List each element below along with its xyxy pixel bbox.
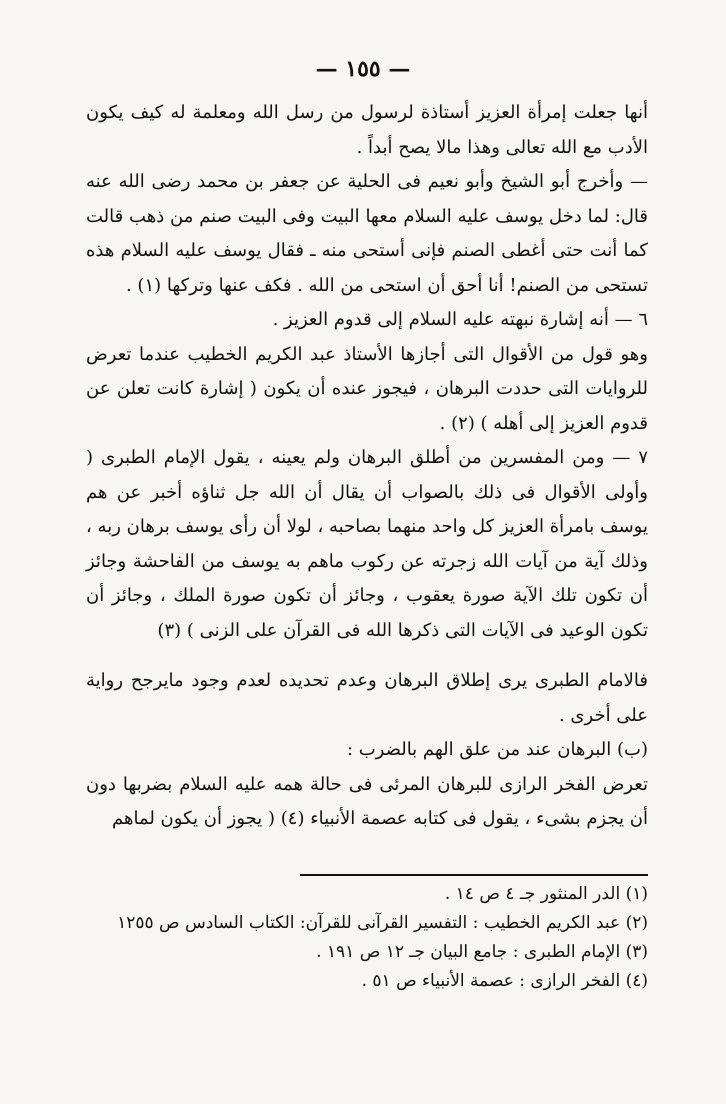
footnote: (٣) الإمام الطبرى : جامع البيان جـ ١٢ ص ١٩١ .: [316, 942, 648, 962]
section-heading: (ب) البرهان عند من علق الهم بالضرب :: [346, 739, 648, 760]
footnote: (١) الدر المنثور جـ ٤ ص ١٤ .: [444, 884, 648, 904]
paragraph: فالامام الطبرى يرى إطلاق البرهان وعدم تحديده لعدم وجود مايرجح رواية على أخرى .: [86, 670, 648, 726]
paragraph: تعرض الفخر الرازى للبرهان المرئى فى حالة همه عليه السلام بضربها دون أن يجزم بشىء ، يقول فى كتابه عصمة الأنبياء (٤) ( يجوز أن يكون لماهم: [86, 773, 648, 829]
footnote-divider: [300, 874, 648, 876]
paragraph: وهو قول من الأقوال التى أجازها الأستاذ عبد الكريم الخطيب عندما تعرض للروايات التى حددت البرهان ، فيجوز عنده أن يكون ( إشارة كانت تعلن عن قدوم العزيز إلى أهله ) (٢) .: [86, 343, 648, 434]
paragraph: — وأخرج أبو الشيخ وأبو نعيم فى الحلية عن جعفر بن محمد رضى الله عنه قال: لما دخل يوسف عليه السلام معها البيت وفى البيت صنم من ذهب قالت كما أنت حتى أغطى الصنم فإنى أستحى منه ـ فقال يوسف عليه السلام هذه تستحى من الصنم! أنا أحق أن استحى من الله . فكف عنها وتركها (١) .: [86, 171, 648, 296]
footnote: (٢) عبد الكريم الخطيب : التفسير القرآنى للقرآن: الكتاب السادس ص ١٢٥٥: [117, 913, 648, 933]
footnote: (٤) الفخر الرازى : عصمة الأنبياء ص ٥١ .: [361, 971, 648, 991]
paragraph: ٧ — ومن المفسرين من أطلق البرهان ولم يعينه ، يقول الإمام الطبرى ( وأولى الأقوال فى ذلك بالصواب أن يقال أن الله جل ثناؤه أخبر عن هم يوسف بامرأة العزيز كل واحد منهما بصاحبه ، لولا أن رأى يوسف برهان ربه ، وذلك آية من آيات الله زجرته عن ركوب ماهم به يوسف من الفاحشة وجائز أن تكون تلك الآية صورة يعقوب ، وجائز أن تكون صورة الملك ، وجائز أن تكون الوعيد فى الآيات التى ذكرها الله فى القرآن على الزنى ) (٣): [86, 447, 648, 641]
main-text: [86, 96, 648, 837]
footnotes: [86, 880, 648, 996]
paragraph: ٦ — أنه إشارة نبهته عليه السلام إلى قدوم العزيز .: [272, 309, 648, 330]
paragraph: أنها جعلت إمرأة العزيز أستاذة لرسول من رسل الله ومعلمة له كيف يكون الأدب مع الله تعالى وهذا مالا يصح أبداً .: [86, 102, 648, 158]
page-number: — ١٥٥ —: [315, 56, 411, 82]
